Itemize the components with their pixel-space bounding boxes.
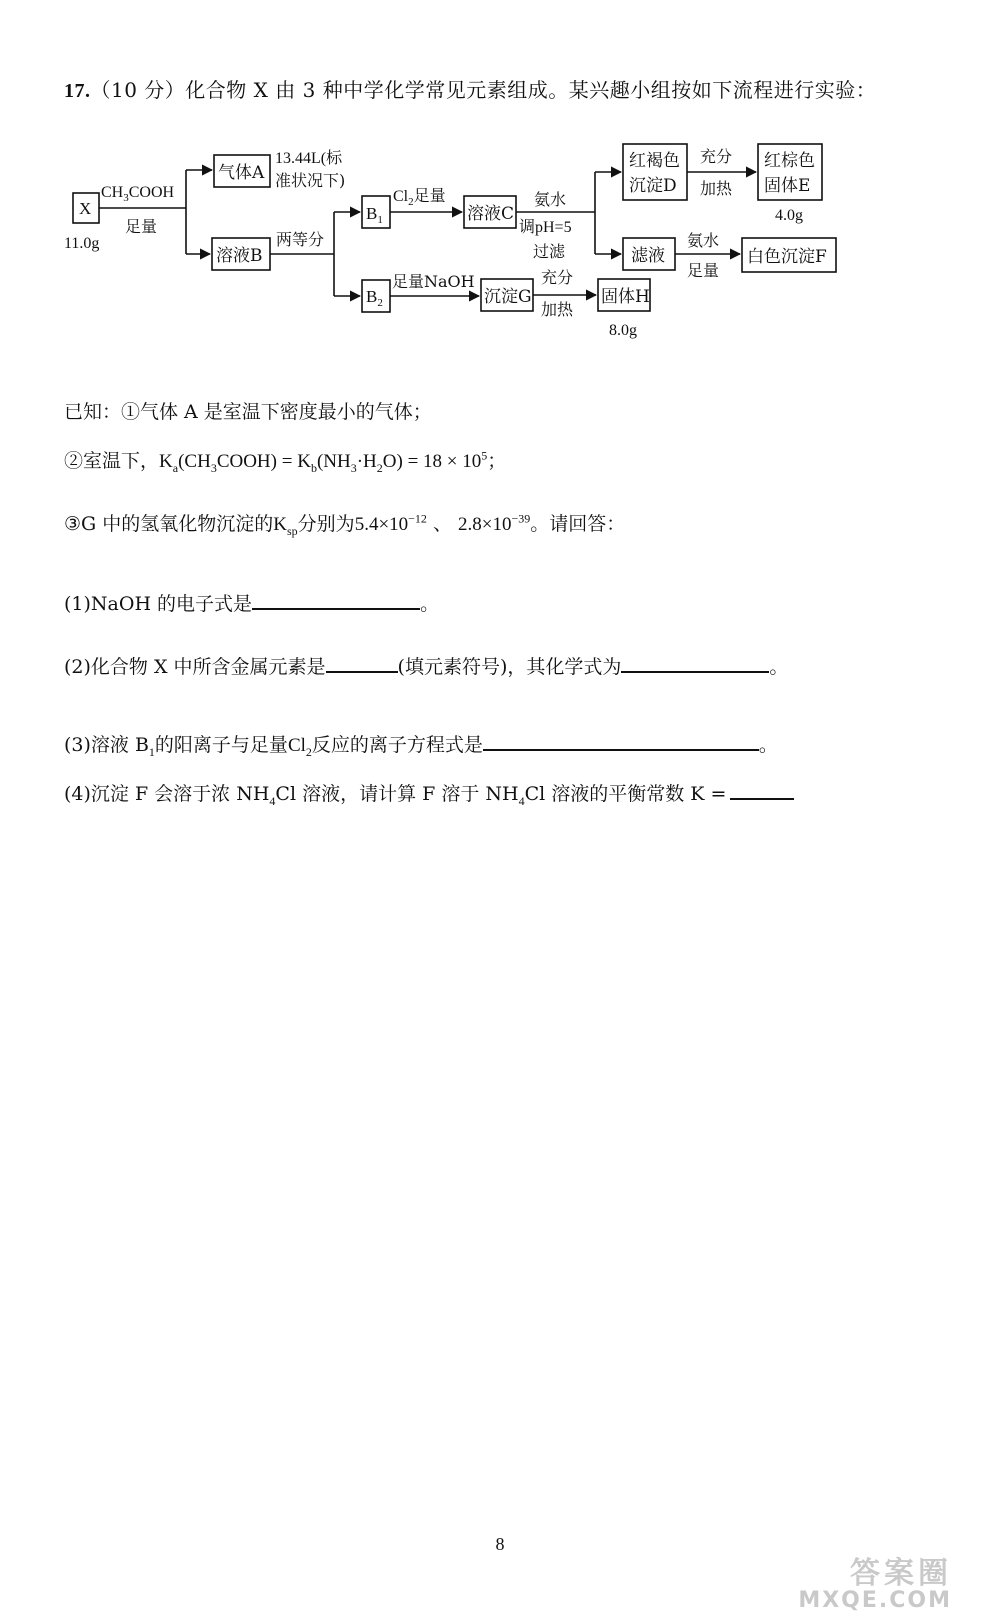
split-label: 两等分 (276, 230, 325, 249)
answer-blank-3[interactable] (483, 729, 759, 751)
watermark-line2: MXQE.COM (798, 1588, 952, 1613)
box-x-label: X (79, 199, 92, 218)
heat-1-line1: 充分 (541, 268, 574, 287)
reagent-acetic-amount: 足量 (125, 217, 158, 236)
question-number: 17. (64, 80, 91, 102)
h-mass: 8.0g (609, 322, 637, 339)
answer-blank-4[interactable] (730, 778, 794, 800)
box-solid-h-label: 固体H (601, 287, 650, 307)
gas-volume-line2: 准状况下) (275, 171, 346, 190)
box-sol-b-label: 溶液B (216, 246, 263, 266)
flow-diagram (0, 0, 1000, 360)
box-ppt-d-line2: 沉淀D (629, 176, 677, 196)
question-stem-text: （10 分）化合物 X 由 3 种中学化学常见元素组成。某兴趣小组按如下流程进行实验： (90, 78, 877, 102)
reagent-cl2: $Cl_2$足量 (393, 188, 446, 208)
box-filtrate-label: 滤液 (631, 246, 665, 266)
watermark-line1: 答案圈 (850, 1556, 952, 1591)
reagent-ammonia-2-amount: 足量 (687, 261, 720, 280)
gas-volume-line1: 13.44L(标 (275, 150, 343, 167)
subquestion-3: (3)溶液 $B_1$的阳离子与足量$Cl_2$反应的离子方程式是 。 (64, 729, 778, 760)
reagent-ammonia-2: 氨水 (687, 231, 720, 250)
x-mass: 11.0g (64, 235, 100, 252)
box-solid-e-line2: 固体E (764, 176, 811, 196)
answer-blank-2b[interactable] (621, 651, 769, 673)
known-1: 已知：①气体 A 是室温下密度最小的气体； (64, 401, 432, 423)
known-3: ③G 中的氢氧化物沉淀的$K_{sp}$分别为$5.4\times 10^{-12}$ 、 $2.8\times 10^{-39}$。请回答： (64, 511, 626, 538)
subquestion-2: (2)化合物 X 中所含金属元素是 (填元素符号)，其化学式为 。 (64, 651, 788, 679)
answer-blank-1[interactable] (252, 588, 420, 610)
subquestion-4: (4)沉淀 F 会溶于浓 $NH_4Cl$ 溶液，请计算 F 溶于 $NH_4Cl$ 溶液的平衡常数 K = (64, 778, 794, 809)
reagent-acetic-acid: $CH_3COOH$ (101, 184, 175, 204)
box-gas-a-label: 气体A (218, 163, 265, 183)
subquestion-1: (1)NaOH 的电子式是 。 (64, 588, 439, 616)
heat-2-line2: 加热 (700, 179, 733, 198)
box-sol-c-label: 溶液C (467, 204, 515, 224)
known-2: ②室温下，$K_a(CH_3COOH) = K_b(NH_3\cdot H_2O) = 18 \times 10^5$； (64, 448, 507, 475)
adjust-ph: 调pH=5 (519, 219, 572, 236)
heat-1-line2: 加热 (541, 300, 574, 319)
box-b1-label: $B_1$ (366, 204, 383, 226)
reagent-naoh: 足量NaOH (392, 272, 475, 291)
answer-blank-2a[interactable] (326, 651, 398, 673)
filter-label: 过滤 (533, 242, 566, 261)
heat-2-line1: 充分 (700, 147, 733, 166)
e-mass: 4.0g (775, 207, 803, 224)
page-number: 8 (495, 1534, 505, 1554)
box-b2-label: $B_2$ (366, 287, 383, 309)
box-ppt-g-label: 沉淀G (484, 287, 532, 307)
box-ppt-f-label: 白色沉淀F (747, 247, 827, 267)
box-ppt-d-line1: 红褐色 (629, 151, 680, 171)
watermark-logo (798, 1548, 952, 1613)
reagent-ammonia-1: 氨水 (534, 190, 567, 209)
box-solid-e-line1: 红棕色 (764, 151, 815, 171)
